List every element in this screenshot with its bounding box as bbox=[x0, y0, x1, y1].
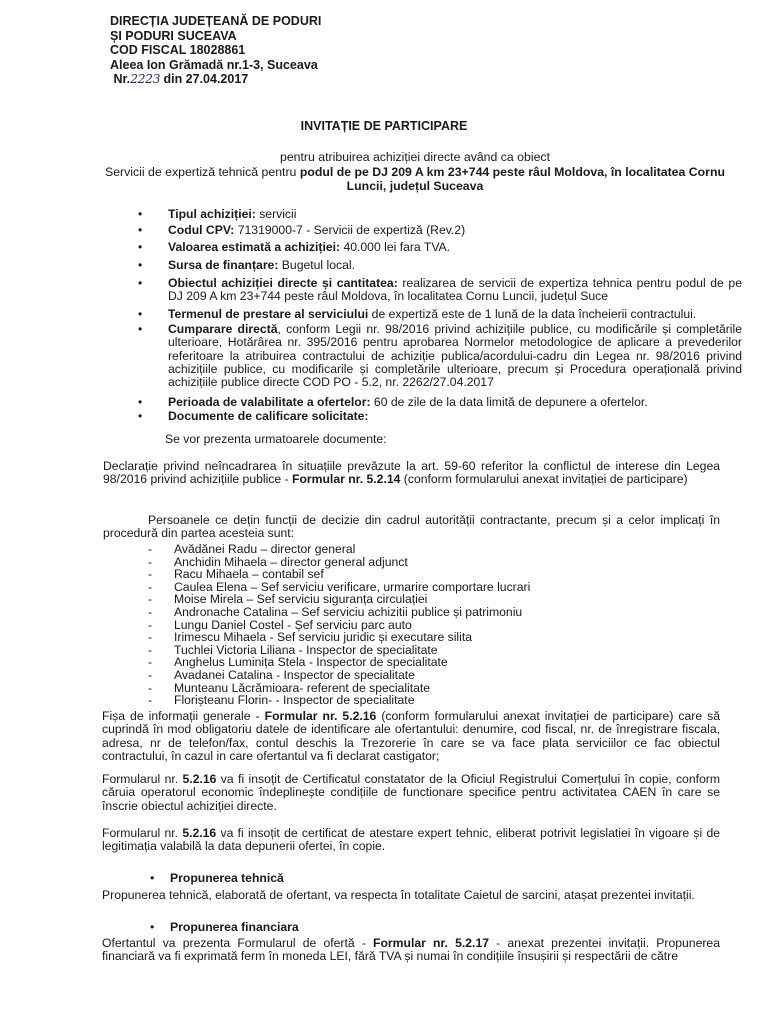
list-item: - Florișteanu Florin- - Inspector de specialitate bbox=[148, 693, 415, 708]
fisa-paragraph: Fișa de informații generale - Formular nr. 5.2.16 (conform formularului anexat invitației de participare) care să cuprindă în mod obligatoriu datele de identificare ale ofertantului: denumire, cod fiscal, nr. de înregistrare fiscala, adresa, nr de telefon/fax, contul deschis la Trezorerie în care se va face plata serviciilor ce fac obiectul contractului, în cazul in care ofertantul va fi declarat castigator; bbox=[102, 709, 721, 764]
list-item: - Munteanu Lăcrămioara- referent de specialitate bbox=[148, 680, 431, 695]
header-line-1: DIRECȚIA JUDEȚEANĂ DE PODURI bbox=[110, 14, 322, 28]
registration-number: Nr.2223 din 27.04.2017 bbox=[113, 71, 249, 86]
intro-line-1: pentru atribuirea achiziției directe având ca obiect bbox=[279, 150, 550, 164]
propunerea-financiara-text: Ofertantul va prezenta Formularul de ofertă - Formular nr. 5.2.17 - anexat prezentei invitații. Propunerea financiară va fi exprimată ferm în moneda LEI, fără TVA și numai în condițiile însușirii și respectării de către bbox=[102, 936, 720, 964]
list-item: - Avădănei Radu – director general bbox=[148, 542, 356, 556]
header-line-3: COD FISCAL 18028861 bbox=[110, 43, 246, 57]
bullet-item: • Termenul de prestare al serviciului de expertiză este de 1 lună de la data încheierii contractului. bbox=[138, 307, 697, 321]
bullet-item: • Valoarea estimată a achiziției: 40.000 lei fara TVA. bbox=[138, 240, 451, 254]
decision-persons-list bbox=[148, 543, 530, 707]
list-item: - Avadanei Catalina - Inspector de specialitate bbox=[148, 667, 415, 682]
list-item: - Moise Mirela – Sef serviciu siguranța circulației bbox=[148, 592, 428, 607]
list-item: - Lungu Daniel Costel - Șef serviciu parc auto bbox=[148, 617, 412, 632]
list-item: - Irimescu Mihaela - Sef serviciu juridic și executare silita bbox=[148, 630, 473, 645]
list-item: - Anghelus Luminița Stela - Inspector de specialitate bbox=[148, 655, 448, 670]
list-item: - Andronache Catalina – Sef serviciu achizitii publice și patrimoniu bbox=[148, 604, 523, 619]
bullet-item: • Perioada de valabilitate a ofertelor: 60 de zile de la data limită de depunere a ofertelor. bbox=[138, 395, 648, 409]
documents-intro: Se vor prezenta urmatoarele documente: bbox=[165, 432, 387, 446]
formular-certificat-paragraph: Formularul nr. 5.2.16 va fi insoțit de Certificatul constatator de la Oficiul Registrului Comerțului în copie, conform căruia operatorul economic îndeplinește condițiile de functionare specifice pentru activitatea CAEN în care se înscrie obiectul achiziției directe. bbox=[102, 772, 720, 813]
bullet-item: • Tipul achiziției: servicii bbox=[138, 207, 297, 221]
header-line-4: Aleea Ion Grămadă nr.1-3, Suceava bbox=[110, 57, 318, 72]
bullet-item: • Sursa de finanțare: Bugetul local. bbox=[138, 258, 355, 272]
intro-line-2: Servicii de expertiză tehnică pentru podul de pe DJ 209 A km 23+744 peste râul Moldova, în localitatea Cornu Luncii, județul Suceava bbox=[105, 164, 725, 193]
bullet-dot: • bbox=[138, 409, 143, 423]
bullet-item: • Codul CPV: 71319000-7 - Servicii de expertiză (Rev.2) bbox=[138, 223, 466, 237]
bullet-dot: • bbox=[138, 395, 143, 409]
institution-header bbox=[110, 14, 321, 87]
intro-block bbox=[95, 150, 735, 194]
declaratie-paragraph: Declarație privind neîncadrarea în situațiile prevăzute la art. 59-60 referitor la conflictul de interese din Legea 98/2016 privind achizițiile publice - Formular nr. 5.2.14 (conform formularului anexat invitației de participare) bbox=[103, 459, 720, 487]
list-item: - Caulea Elena – Sef serviciu verificare, urmarire comportare lucrari bbox=[148, 579, 531, 594]
bullet-item: • Documente de calificare solicitate: bbox=[138, 409, 369, 423]
handwritten-number: 2223 bbox=[130, 71, 160, 86]
bullet-dot: • bbox=[138, 207, 143, 221]
propunerea-financiara-heading: • Propunerea financiara bbox=[150, 920, 299, 934]
persoane-intro: Persoanele ce dețin funcții de decizie din cadrul autorității contractante, precum și a celor implicați în procedură din partea acesteia sunt: bbox=[103, 513, 720, 541]
list-item: - Tuchlei Victoria Liliana - Inspector de specialitate bbox=[148, 642, 438, 657]
header-line-2: ȘI PODURI SUCEAVA bbox=[110, 28, 237, 43]
formular-expert-paragraph: Formularul nr. 5.2.16 va fi insoțit de certificat de atestare expert tehnic, eliberat potrivit legislatiei în vigoare și de legitimația valabilă la data depunerii ofertei, în copie. bbox=[102, 826, 720, 854]
propunerea-tehnica-text: Propunerea tehnică, elaborată de ofertant, va respecta în totalitate Caietul de sarcini, atașat prezentei invitații. bbox=[102, 888, 695, 902]
list-item: - Anchidin Mihaela – director general adjunct bbox=[148, 554, 408, 569]
bullet-dot: • bbox=[138, 322, 143, 336]
bullet-dot: • bbox=[138, 240, 143, 254]
bullet-item: • Obiectul achiziției directe și cantitatea: realizarea de servicii de expertiza tehnica pentru podul de pe DJ 209 A km 23+744 peste râul Moldova, în localitatea Cornu Luncii, județul Suce bbox=[138, 276, 742, 304]
list-item: - Racu Mihaela – contabil sef bbox=[148, 567, 324, 582]
bullet-dot: • bbox=[138, 258, 143, 272]
bullet-dot: • bbox=[138, 276, 143, 290]
bullet-dot: • bbox=[138, 223, 143, 237]
document-title: INVITAȚIE DE PARTICIPARE bbox=[300, 119, 468, 133]
propunerea-tehnica-heading: • Propunerea tehnică bbox=[150, 871, 284, 885]
bullet-dot: • bbox=[138, 307, 143, 321]
bullet-item: • Cumparare directă, conform Legii nr. 98/2016 privind achizițiile publice, cu modificările și completările ulterioare, Hotărârea nr. 395/2016 pentru aprobarea Normelor metodologice de aplicare a prevederilor referitoare la atribuirea contractului de achiziție publica/acordului-cadru din Legea nr. 98/2016 privind achizițiile publice, cu modificarile și completările ulterioare, precum și Procedura operațională privind achizițiile publice directe COD PO - 5.2, nr. 2262/27.04.2017 bbox=[138, 322, 742, 390]
